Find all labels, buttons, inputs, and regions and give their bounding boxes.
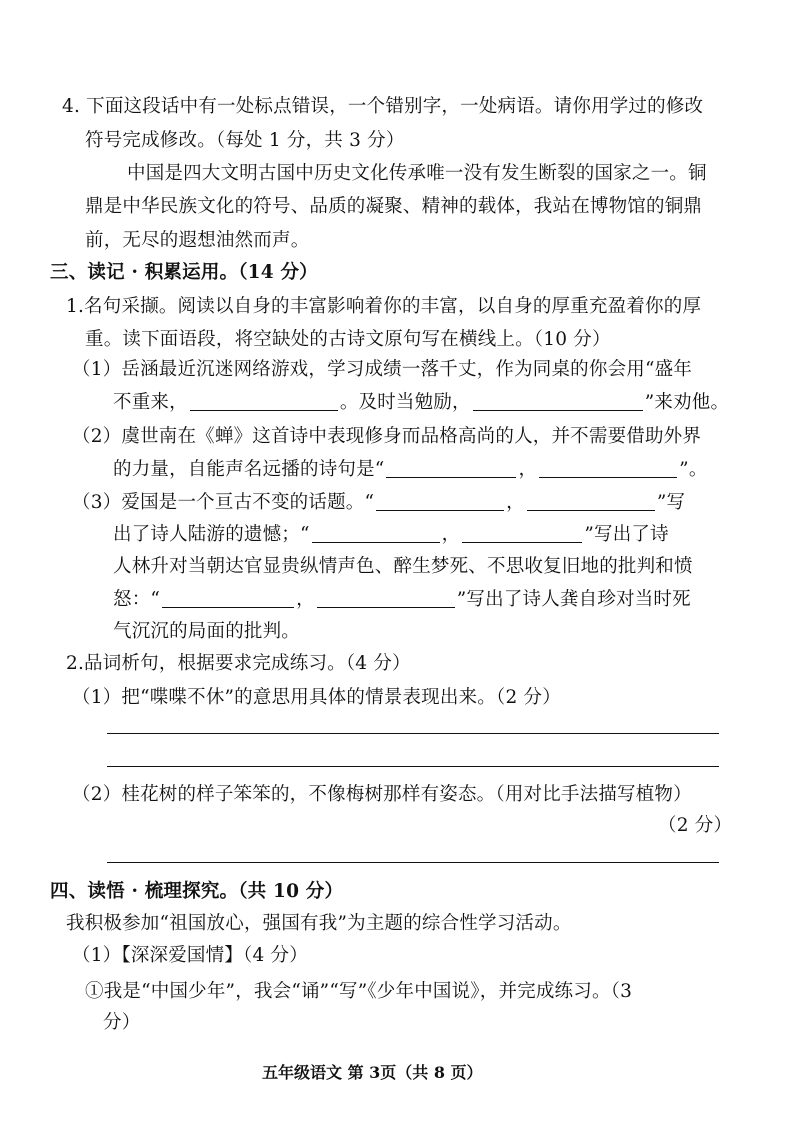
text-fragment: ”来劝他。: [644, 392, 730, 413]
q4-line-2: 符号完成修改。（每处 1 分，共 3 分）: [85, 130, 405, 151]
s3-q1-sub3-line-2: [113, 521, 669, 549]
text-fragment: 不重来，: [113, 392, 188, 413]
text-fragment: ，: [518, 459, 538, 480]
s3-q1-sub2-line-1: （2）虞世南在《蝉》这首诗中表现修身而品格高尚的人，并不需要借助外界: [72, 426, 702, 447]
s3-q2-sub2: （2）桂花树的样子笨笨的，不像梅树那样有姿态。（用对比手法描写植物）: [72, 784, 692, 805]
text-fragment: ，: [296, 589, 315, 610]
answer-blank[interactable]: [527, 492, 655, 511]
s4-sub1-q1-line-2: 分）: [103, 1012, 141, 1033]
text-fragment: ”写: [656, 492, 686, 513]
answer-line[interactable]: [107, 733, 719, 734]
s3-q1-sub3-line-3: 人林升对当朝达官显贵纵情声色、醉生梦死、不思收复旧地的批判和愤: [113, 556, 693, 577]
text-fragment: 出了诗人陆游的遗憾；“: [113, 524, 310, 545]
s3-q1-sub3-line-1: [72, 489, 685, 517]
q4-line-1: 4. 下面这段话中有一处标点错误，一个错别字，一处病语。请你用学过的修改: [62, 96, 704, 117]
q4-passage-line-2: 鼎是中华民族文化的符号、品质的凝聚、精神的载体，我站在博物馆的铜鼎: [85, 196, 703, 217]
text-fragment: ”写出了诗人龚自珍对当时死: [456, 589, 691, 610]
answer-blank[interactable]: [162, 589, 294, 608]
s4-sub1: （1）【深深爱国情】（4 分）: [72, 945, 308, 966]
text-fragment: ，: [506, 492, 525, 513]
s4-intro: 我积极参加“祖国放心，强国有我”为主题的综合性学习活动。: [66, 913, 572, 934]
section-4-heading: 四、读悟 · 梳理探究。（共 10 分）: [50, 881, 344, 902]
s3-q1-sub3-line-4: [113, 586, 691, 614]
s3-q2-line-1: 2.品词析句，根据要求完成练习。（4 分）: [66, 653, 411, 674]
answer-blank[interactable]: [376, 492, 504, 511]
section-3-heading: 三、读记 · 积累运用。（14 分）: [50, 262, 318, 283]
answer-blank[interactable]: [386, 459, 516, 478]
answer-line[interactable]: [107, 862, 719, 863]
answer-blank[interactable]: [539, 459, 677, 478]
text-fragment: （3）爱国是一个亘古不变的话题。“: [72, 492, 375, 513]
s3-q1-sub3-line-5: 气沉沉的局面的批判。: [113, 621, 301, 642]
s3-q1-sub1-line-1: （1）岳涵最近沉迷网络游戏，学习成绩一落千丈，作为同桌的你会用“盛年: [72, 359, 693, 380]
answer-blank[interactable]: [462, 524, 582, 543]
answer-blank[interactable]: [317, 589, 455, 608]
text-fragment: 怒：“: [113, 589, 161, 610]
page-footer: 五年级语文 第 3页（共 8 页）: [262, 1063, 483, 1082]
s3-q2-sub2-score: （2 分）: [658, 815, 733, 836]
answer-blank[interactable]: [190, 392, 338, 411]
text-fragment: ”。: [679, 459, 708, 480]
text-fragment: ”写出了诗: [584, 524, 669, 545]
answer-blank[interactable]: [473, 392, 643, 411]
s3-q1-line-2: 重。读下面语段，将空缺处的古诗文原句写在横线上。（10 分）: [85, 329, 611, 350]
s3-q1-line-1: 1.名句采撷。阅读以自身的丰富影响着你的丰富，以自身的厚重充盈着你的厚: [66, 296, 702, 317]
answer-blank[interactable]: [312, 524, 440, 543]
q4-passage-line-1: 中国是四大文明古国中历史文化传承唯一没有发生断裂的国家之一。铜: [127, 163, 707, 184]
text-fragment: 的力量，自能声名远播的诗句是“: [113, 459, 385, 480]
text-fragment: 。及时当勉励，: [339, 392, 471, 413]
s3-q2-sub1: （1）把“喋喋不休”的意思用具体的情景表现出来。（2 分）: [72, 687, 561, 708]
text-fragment: ，: [441, 524, 461, 545]
s3-q1-sub2-line-2: [113, 456, 708, 484]
s3-q1-sub1-line-2: [113, 389, 729, 417]
s4-sub1-q1-line-1: ①我是“中国少年”，我会“诵”“写”《少年中国说》，并完成练习。（3: [85, 981, 633, 1002]
q4-passage-line-3: 前，无尽的遐想油然而声。: [85, 230, 310, 251]
answer-line[interactable]: [107, 766, 719, 767]
